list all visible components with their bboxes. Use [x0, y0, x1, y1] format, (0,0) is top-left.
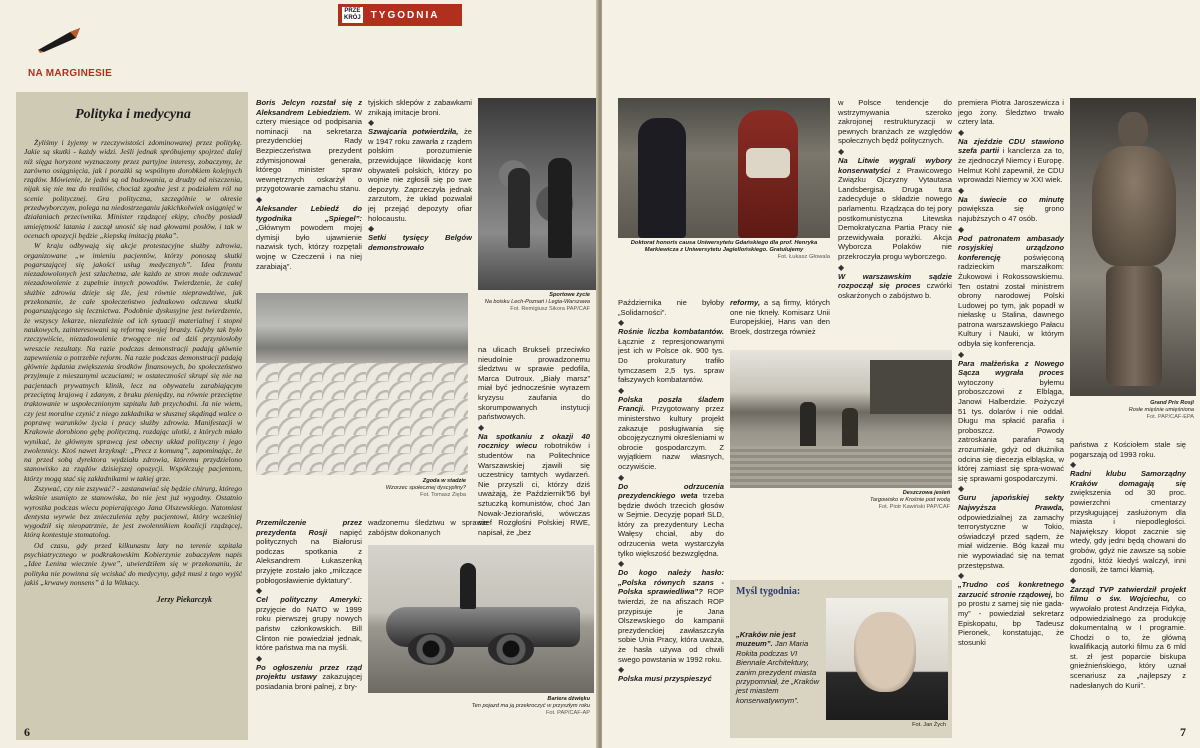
news-text: przyjęcie do NATO w 1999 roku pierwszej grupy nowych państw członkowskich. Bill Clinton nie powiedział jednak, które państwa ma na myśli. [256, 604, 362, 653]
flood-person [800, 402, 816, 452]
doctorate-photo [618, 98, 830, 238]
pen-icon [36, 26, 84, 54]
car-driver [460, 563, 476, 609]
news-text: czwórki oskarżonych o zabójstwo b. [838, 281, 952, 300]
news-text: Przygotowany przez ministerstwo kultury projekt zakazuje posługiwania się obcojęzycznymi określeniami w obrocie gospodarczym. Z wyjątkiem nazw własnych, oczywiście. [618, 404, 724, 471]
editorial-paragraph: Zszywać, czy nie zszywać? - zastanawiać się będzie chirurg, którego właśnie usunięto ze stanowiska, bo nie jest już wygodny. Ostatnio wyrostka podczas wiecu popierającego Jana Olszewskiego. Natomiast dentysta wyrwie bez znieczulenia zęby pacjentowi, który wcześniej wygodził się nieopatrznie, że jest zwolennikiem koalicji rządzącej, którą kontestuje stomatolog. [24, 483, 242, 540]
separator-diamond: ◆ [838, 146, 845, 156]
right-page [602, 0, 1200, 748]
sheep-flock [256, 363, 468, 475]
car-engine [488, 633, 534, 665]
news-lead: Przemilczenie przez prezydenta Rosji [256, 518, 362, 537]
car-caption [420, 696, 590, 717]
news-text: W cztery miesiące od podpisania nominacji na sekretarza prezydenckiej Rady Bezpieczeństwa prezydent zdymisjonował generała, którego minister spraw wewnętrznych oskarżył o przygotowanie zamachu stanu. [256, 107, 362, 194]
bodybuilder-legs [1106, 266, 1162, 386]
flood-photo [730, 350, 952, 488]
news-column-r3 [1070, 440, 1186, 730]
news-text: ROP twierdzi, że na afiszach ROP przypisuje je Jana Olszewskiego do kampanii prezydenckiej zawłaszczyła sobie Unia Pracy, która uważa, że hasła używa od chwili swego powstania w 1992 roku. [618, 587, 724, 664]
news-lead: Do odrzucenia prezydenckiego weta [618, 481, 724, 501]
rubric-title: NA MARGINESIE [28, 68, 113, 79]
separator-diamond: ◆ [618, 318, 625, 328]
news-text: zakazującej posiadania broni palnej, z bry- [256, 672, 362, 691]
news-column-3a [368, 98, 472, 288]
editorial-paragraph: Żyliśmy i żyjemy w rzeczywistości zdominowanej przez politykę. Jakie są skutki - każdy widzi. Jeśli jednak spróbujemy spojrzeć dalej niż sięga horyzont wyznaczony przez partyjne interesy, zobaczymy, że zarówno osiągnięcia, jak i porażki są wspólnym dorobkiem kolejnych rządów. Mówienie, że jedni są od budowania, a drudzy od niszczenia, nijak się nie ma do realiów, chociaż zgodne jest z podziałem ról na scenie politycznej. Gra polityczna, szczególnie w okresie przedwyborczym, polega na niedostrzeganiu jakichkolwiek osiągnięć w działaniach przeciwnika. Minister rządzącej ekipy, choćby posiadł umiejętność latania i zaczął unosić się nad głowami posłów, i tak w ocenach opozycji będzie „kiepską imitacją ptaka”. [24, 138, 242, 240]
news-text: trzeba będzie dwóch trzecich głosów w Sejmie. Decyzję poparł SLD, który za prezydentury Lecha Wałęsy chciał, aby do odrzucenia weta wystarczyła tylko większość bezwzględna. [618, 491, 724, 558]
separator-diamond: ◆ [618, 472, 625, 482]
bodybuilder-photo-caption: Rosłe mięśnie umięśniona [1128, 407, 1194, 413]
logo-block [342, 7, 363, 22]
separator-diamond: ◆ [478, 422, 485, 432]
sheep-photo-caption: Wzorzec społecznej dyscypliny? [385, 485, 466, 491]
news-column-3b [478, 345, 590, 550]
bodybuilder-photo-credit: Fot. PAP/CAF-EPA [1146, 414, 1194, 420]
news-text: premiera Piotra Jaroszewicza i jego żony. Śledztwo trwało cztery lata. [958, 98, 1064, 127]
sport-caption [470, 292, 590, 313]
sheep-photo [256, 293, 468, 475]
news-lead: reformy, [730, 298, 761, 307]
doctorate-credit: Fot. Łukasz Głowala [777, 254, 830, 260]
news-lead: Setki tysięcy Belgów demonstrowało [368, 233, 472, 252]
car-photo-title: Bariera dźwięku [547, 696, 590, 702]
separator-diamond: ◆ [256, 653, 263, 663]
news-text: powiększa się grono najubższych o 47 osób. [958, 204, 1064, 223]
separator-diamond: ◆ [368, 224, 375, 234]
bodybuilder-caption [1070, 400, 1194, 421]
thought-quote [736, 630, 820, 705]
portrait-face [854, 612, 916, 692]
editorial-paragraph: W kraju odbywają się akcje protestacyjne służby zdrowia, organizowane „w imieniu pacjentów, którzy ponoszą skutki pogarszającej się jakości usług medycznych”. Idea frontu niezadowolonych jest szlachetna, ale każdo ze stron może odczuwać niezadowolenie z zupełnie innych powodów. Twierdzenie, że całej służbie zdrowia dzieje się źle, jest równie nieprawdziwe, jak przekonanie, że całe społeczeństwo jednakowo odczuwa skutki pogarszającego się lecznictwa. Podobnie dyskusyjne jest twierdzenie, że wszyscy lekarze, niezależnie od ich sytuacji materialnej i stopni naukowych, zainteresowani są reformą swojej branży. Gdyby tak było rzeczywiście, niezadowolenie trwogęce nie od dziś przyniosłoby wreszcie rezultaty. Na razie podczas demonstracji padają głównie zapewnienia o potrzebie reform. Na razie podczas demonstracji padają głównie żądania zwiększenia środków finansowych, bo społeczeństwo przyjmuje z mieszanymi uczuciami; w ostateczności skrupi się nie na pacjentach prywatnych klinik, lecz na obywatelu zarabiającym przeciętną krajową i zdanym, z braku pieniędzy, na równie przeciętne traktowanie w uspołecznionym szpitalu lub przychodni. Ja nie wiem, czy jest moralne czynić z niego zakładnika w słusznej skądinąd walce o poprawę warunków życia i pracy służby zdrowia. Manifestacji w Krakowie dorobiono gębę polityczną, rozdając ulotki, z których miało wynikać, że głównym sprawcą jest obecny układ polityczny i jego zwolennicy. Ktoś nawet krzyknął: „Precz z komuną”, zapominając, że na przed sobą dyrektora wydziału zdrowia, któremu przydzielono stanowisko za rządów dzisiejszej opozycji. Współczuję pacjentom, którzy mogą stać się zakładnikami w takiej grze. [24, 241, 242, 483]
sport-figure [548, 158, 572, 258]
news-lead: Polska poszła śladem Francji. [618, 394, 724, 414]
news-lead: Na Litwie wygrali wybory konserwatyści [838, 155, 952, 175]
rector-collar [746, 148, 790, 178]
sport-photo-caption: Na boisku Lech-Poznań i Legia-Warszawa [484, 299, 590, 305]
sport-figure [508, 168, 530, 248]
separator-diamond: ◆ [1070, 460, 1077, 470]
news-lead: Po ogłoszeniu przez rząd projektu ustawy [256, 662, 362, 682]
page-number: 7 [1180, 725, 1186, 739]
news-text: w Polsce tendencje do wstrzymywania szeroko zakrojonej restrukturyzacji w pewnych branżach ze względów społecznych będź politycznych. [838, 98, 952, 146]
news-lead: Pod patronatem ambasady rosyjskiej urządzono konferencję [958, 233, 1064, 262]
flood-photo-caption: Targowisko w Krośnie pod wodą [869, 497, 950, 503]
news-column-r1b [730, 298, 830, 342]
news-text: a są firmy, których one nie tkneły. Komisarz Unii Europejskiej, Hans van den Broek, dostrzega również [730, 298, 830, 336]
news-lead: Szwajcaria potwierdziła, [368, 127, 459, 137]
news-text: „Głównym powodem mojej dymisji było ujawnienie nazwisk tych, którzy rozpętali wojnę w Czeczenii i na niej zarabiają”. [256, 223, 362, 271]
bodybuilder-torso [1092, 146, 1176, 266]
editorial-author: Jerzy Piekarczyk [156, 595, 212, 605]
news-lead: Na zjeździe CDU stawiono szefa partii [958, 136, 1064, 156]
logo-bottom: KRÓJ [344, 15, 361, 21]
news-lead: Radni klubu Samorządny Kraków domagają się [1070, 469, 1186, 488]
editorial-column [24, 98, 242, 738]
sheep-caption [300, 478, 466, 499]
news-text: z Prawicowego Związku Ojczyzny Vytautasa Landsbergisa. Druga tura zadecyduje o składzie nowego parlamentu. Rządząca do tej pory postkomunistyczna Litewska Demokratyczna Partia Pracy nie przewidywała porażki. Akcja Wyborcza Polaków nie przekroczyła progu wyborczego. [838, 165, 952, 261]
separator-diamond: ◆ [618, 665, 625, 675]
news-lead: Zarząd TVP zatwierdził projekt filmu o św. Wojciechu, [1070, 584, 1186, 604]
flood-photo-title: Deszczowa jesień [902, 490, 950, 496]
doctorate-caption [618, 240, 830, 261]
sheep-photo-title: Zgoda w stadzie [422, 478, 466, 484]
car-photo-caption: Ten pojazd ma ją przekroczyć w przyszłym roku [471, 703, 590, 709]
separator-diamond: ◆ [838, 262, 845, 272]
news-lead: „Trudno coś konkretnego zarzucić stronie rządowej, [958, 580, 1064, 599]
news-lead: Rośnie liczba kombatantów. [618, 327, 724, 337]
news-text: tyjskich sklepów z zabawkami znikają imitacje broni. [368, 98, 472, 117]
editorial-paragraph: Od czasu, gdy przed kilkunastu laty na terenie szpitala psychiatrycznego w podkrakowskim Kobierzynie zobaczyłem napis „Idee Lenina wiecznie żywe”, utwierdziłem się w przekonaniu, że polityka nie powinna się wciskać do medycyny, gdyż musi z tego wyjść jakiś „krwawy nonsens” à la Witkacy. [24, 540, 242, 587]
bodybuilder-photo [1070, 98, 1196, 396]
section-title: TYGODNIA [370, 9, 440, 21]
separator-diamond: ◆ [256, 194, 263, 204]
sport-photo [478, 98, 596, 290]
news-lead: Cel polityczny Ameryki: [256, 595, 362, 605]
bodybuilder-photo-title: Grand Prix Rosji [1150, 400, 1194, 406]
logo-top: PRZE [344, 8, 361, 15]
news-text: państwa z Kościołem stale się pogarszają od 1993 roku. [1070, 440, 1186, 459]
separator-diamond: ◆ [256, 586, 263, 596]
news-text: wytoczony byłemu proboszczowi z Elbląga, Janowi Halberdzie. Pożyczył 51 tys. dolarów i nie oddał. Długu ma spłacić parafia i proboszcz. Powody zatroskania parafian są zrozumiałe, gdyż od dłużnika odcina się diecezja elbląska, w której zamiast się spra-wować się sprawami gospodarczymi. [958, 377, 1064, 483]
news-text: poświęconą radzieckim marszałkom: Żukowowi i Rokossowskiemu. Ten ostatni został ministrem obrony narodowej Polski Ludowej po tym, jak popadł w niełaskę u Stalina, dawnego patrona warszawskiego Pałacu Kultury i Nauki, w którym odbyła się konferencja. [958, 252, 1064, 349]
news-lead: Polska musi przyspieszyć [618, 674, 712, 684]
car-engine [408, 633, 454, 665]
news-column-2b [256, 518, 362, 728]
news-text: wadzonemu śledztwu w sprawie zabójstw dokonanych [368, 518, 488, 537]
flood-water [730, 446, 952, 488]
news-lead: Guru japońskiej sekty Najwyższa Prawda, [958, 493, 1064, 512]
sport-photo-credit: Fot. Remigiusz Sikora PAP/CAF [510, 306, 590, 312]
news-lead: Na spotkaniu z okazji 40 rocznicy wiecu [478, 431, 590, 451]
thought-quote-lead: „Kraków nie jest muzeum”. [736, 630, 796, 649]
doctorate-caption-text: Doktorat honoris causa Uniwersytetu Gdańskiego dla prof. Henryka Markiewicza z Uniwersytetu Jagiellońskiego. Gratulujemy [630, 240, 818, 253]
news-text: że w 1947 roku zawarła z rządem polskim porozumienie przewidujące likwidację kont obywateli polskich, którzy po wojnie nie zgłosili się po swe depozyty. Zaprzeczyła jednak zarzutom, że układ pozwalał jej przejąć depozyty ofiar holocaustu. [368, 127, 472, 223]
separator-diamond: ◆ [958, 349, 965, 359]
separator-diamond: ◆ [958, 185, 965, 195]
professor-figure [638, 118, 686, 238]
separator-diamond: ◆ [958, 127, 965, 137]
thought-box [730, 580, 952, 738]
news-text: na ulicach Brukseli przeciwko nieudolnie prowadzonemu śledztwu w sprawie pedofila, Marca Dutroux. „Biały marsz” miał być jednocześnie wyrazem kryzysu zaufania do skorumpowanych instytucji państwowych. [478, 345, 590, 422]
portrait-photo [826, 598, 948, 720]
thought-credit: Fot. Jan Żych [912, 722, 946, 728]
flood-photo-credit: Fot. Piotr Kawiński PAP/CAF [878, 504, 950, 510]
thought-quote-text: Jan Maria Rokita podczas VI Biennale Architektury, zanim prezydent miasta przypomniał, że „Kraków jest miastem konserwatywnym”. [736, 639, 820, 705]
separator-diamond: ◆ [618, 385, 625, 395]
news-lead: Aleksander Lebiedź do tygodnika „Spiegel”: [256, 203, 362, 223]
left-page [0, 0, 598, 748]
news-column-3c [368, 518, 488, 540]
news-text: co wywołało protest Andrzeja Fidyka, odpowiedzialnego za produkcję dokumentalną w I programie. Chodzi o to, że główną kwalifikacją autorki filmu za 6 mld st. zł jest poparcie biskupa gnieźnieńskiego, który uznał scenariusz za „najlepszy z nadesłanych do Kurii”. [1070, 594, 1186, 690]
separator-diamond: ◆ [368, 118, 375, 128]
news-column-r0b [618, 298, 724, 738]
news-text: Łącznie z represjonowanymi jest ich w Polsce ok. 900 tys. Do prokuratury trafiło tymczasem 2,5 tys. spraw fałszywych kombatantów. [618, 336, 724, 385]
news-lead: W warszawskim sądzie rozpoczął się proces [838, 271, 952, 291]
news-text: napięć politycznych na Białorusi podczas spotkania z Aleksandrem Łukaszenką przyjęte zostało jako „milczące pobłogosławienie dyktatury”. [256, 527, 362, 585]
news-lead: Do kogo należy hasło: „Polska równych szans - Polska sprawiedliwa”? [618, 568, 724, 597]
page-number: 6 [24, 725, 30, 739]
separator-diamond: ◆ [618, 559, 625, 569]
news-column-r1a [838, 98, 952, 348]
section-header [338, 4, 462, 26]
separator-diamond: ◆ [1070, 575, 1077, 585]
news-lead: Na świecie co minutę [958, 194, 1064, 204]
flood-caption [802, 490, 950, 511]
news-text: odpowiedzialnej za zamachy terrorystyczne w Tokio, oświadczył przed sądem, że miał widzenie. Bóg kazał mu nie wypowiadać się na temat przestępstwa. [958, 512, 1064, 570]
thought-label: Myśl tygodnia: [736, 586, 801, 597]
car-photo-credit: Fot. PAP/CAF-AP [545, 710, 590, 716]
sport-photo-title: Sportowe życie [549, 292, 590, 298]
news-text: i kanclerza za to, że zjednoczył Niemcy i Europę. Helmut Kohl zapewnił, że CDU wprowadzi Niemcy w XXI wiek. [958, 146, 1064, 185]
news-lead: Boris Jelcyn rozstał się z Aleksandrem Lebiedziem. [256, 98, 362, 117]
news-text: Października nie byłoby „Solidarności”. [618, 298, 724, 317]
news-text: zwiększenia od 30 proc. powierzchni cmentarzy przysługującej zasłużonym dla miasta i niepodległości. Największy kłopot zacznie się wtedy, gdy jedni będą chowani do grobów, gdyż nie zawsze są sobie zgodni, któż kiedyś walczył, inni donosili, że tamci kłamią. [1070, 488, 1186, 575]
flood-building [870, 360, 952, 414]
separator-diamond: ◆ [958, 224, 965, 234]
bodybuilder-head [1118, 112, 1148, 148]
news-lead: Para małżeńska z Nowego Sącza wygrała proces [958, 358, 1064, 378]
car-photo [368, 545, 594, 693]
separator-diamond: ◆ [958, 484, 965, 494]
news-column-2a [256, 98, 362, 290]
editorial-title: Polityka i medycyna [75, 107, 191, 122]
news-text: bo po prostu z samej się nie gada-my” - powiedział sekretarz Episkopatu, bp Tadeusz Pieronek, konstatując, że stosunki [958, 589, 1064, 647]
news-text: robotników i studentów na Politechnice Warszawskiej zjawili się uczestnicy tamtych wydarzeń. Nie przyszli ci, którzy dziś uważają, że Październik'56 był sztuczką komunistów, choć Jan Nowak-Jeziorański, wówczas szef Rozgłośni Polskiej RWE, napisał, że „bez [478, 441, 590, 537]
news-column-r2 [958, 98, 1064, 738]
sheep-photo-credit: Fot. Tomasz Zięba [420, 492, 466, 498]
separator-diamond: ◆ [958, 571, 965, 581]
